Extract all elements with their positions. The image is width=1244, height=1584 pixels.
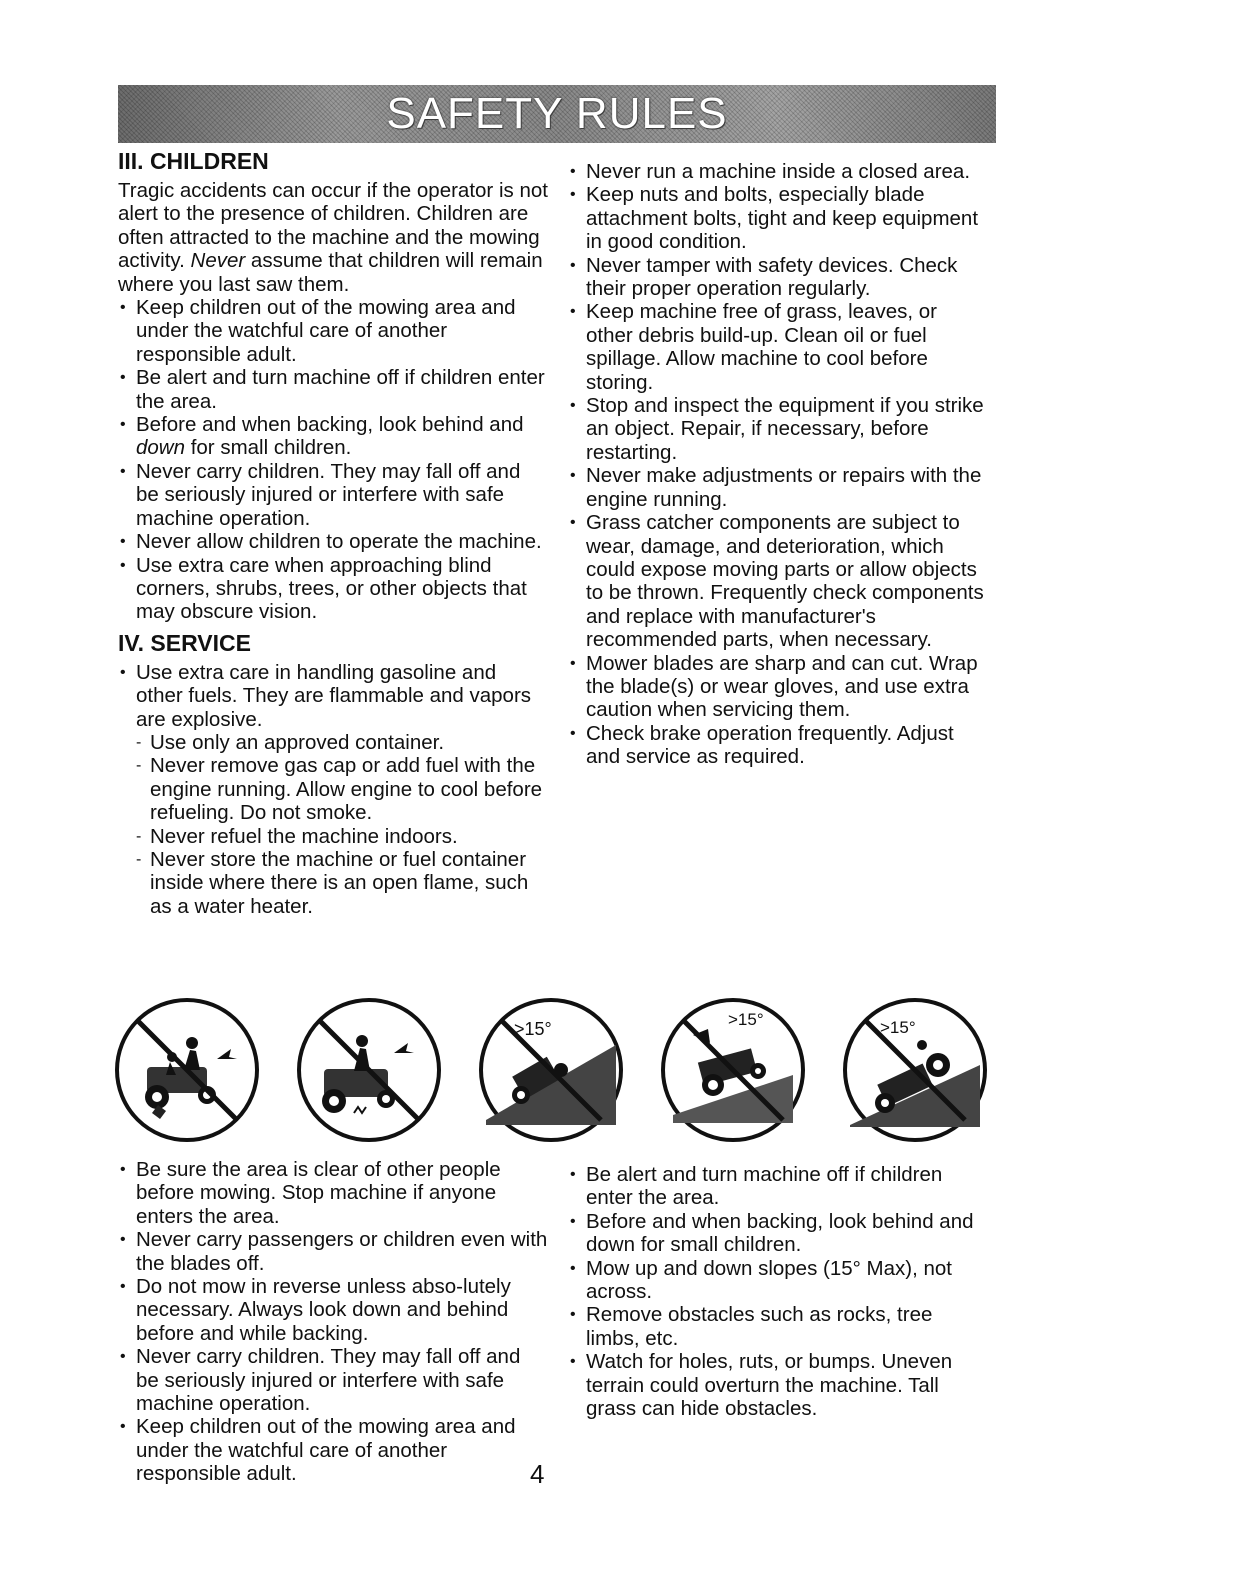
children-intro: Tragic accidents can occur if the operator is not alert to the presence of children. Children are often attracted to the machine and the mowing activity. Never assume that children will remain where you last saw them. [118, 179, 548, 296]
service-heading: IV. SERVICE [118, 629, 251, 656]
slope-label: >15° [728, 1010, 764, 1029]
slope-rules-list [568, 1163, 988, 1420]
list-item: • Grass catcher components are subject to wear, damage, and deterioration, which could expose moving parts or allow objects to be thrown. Frequently check components and replace with manufacturer's recommended parts, when necessary. [568, 511, 988, 651]
list-item: • Stop and inspect the equipment if you strike an object. Repair, if necessary, before restarting. [568, 394, 988, 464]
list-item: • Never carry children. They may fall off and be seriously injured or interfere with safe machine operation. [118, 1345, 548, 1415]
list-item: • Never run a machine inside a closed area. [568, 160, 988, 183]
list-item: • Keep children out of the mowing area and under the watchful care of another responsible adult. [118, 296, 548, 366]
sub-list-item: - Never remove gas cap or add fuel with the engine running. Allow engine to cool before refueling. Do not smoke. [136, 754, 548, 824]
page-title: SAFETY RULES [386, 89, 728, 138]
service-continued-column [568, 160, 988, 769]
list-item: • Be alert and turn machine off if children enter the area. [568, 1163, 988, 1210]
list-item: • Be alert and turn machine off if children enter the area. [118, 366, 548, 413]
list-item: • Use extra care when approaching blind corners, shrubs, trees, or other objects that may obscure vision. [118, 554, 548, 624]
list-item: • Keep children out of the mowing area and under the watchful care of another responsible adult. [118, 1415, 548, 1485]
bottom-right-column [568, 1163, 988, 1420]
list-item: • Remove obstacles such as rocks, tree limbs, etc. [568, 1303, 988, 1350]
list-item: • Mow up and down slopes (15° Max), not across. [568, 1257, 988, 1304]
sub-list-item: - Never store the machine or fuel container inside where there is an open flame, such as a water heater. [136, 848, 548, 918]
fuel-sub-list [136, 731, 548, 918]
list-item: • Check brake operation frequently. Adjust and service as required. [568, 722, 988, 769]
list-item: • Never allow children to operate the machine. [118, 530, 548, 553]
no-steep-slope-icon [476, 995, 626, 1145]
no-tip-over-slope-icon [840, 995, 990, 1145]
sub-list-item: - Never refuel the machine indoors. [136, 825, 548, 848]
children-heading: III. CHILDREN [118, 148, 269, 174]
list-item: • Do not mow in reverse unless abso-lutely necessary. Always look down and behind before and while backing. [118, 1275, 548, 1345]
mowing-rules-list [118, 1158, 548, 1486]
no-slope-backing-icon [658, 995, 808, 1145]
list-item: • Never carry children. They may fall off and be seriously injured or interfere with safe machine operation. [118, 460, 548, 530]
list-item: • Use extra care in handling gasoline and other fuels. They are flammable and vapors are explosive. - Use only an approved container. - Never remove gas cap or add fuel with the engine running. Allow engine to cool before refueling. Do not smoke. - Never refuel the machine indoors. - Never store the machine or fuel container inside where there is an open flame, such as a water heater. [118, 661, 548, 918]
no-bystanders-mowing-icon [294, 995, 444, 1145]
list-item: • Keep machine free of grass, leaves, or other debris build-up. Clean oil or fuel spillage. Allow machine to cool before storing. [568, 300, 988, 394]
list-item: • Before and when backing, look behind and down for small children. [568, 1210, 988, 1257]
safety-pictograms [112, 995, 992, 1145]
list-item: • Mower blades are sharp and can cut. Wrap the blade(s) or wear gloves, and use extra caution when servicing them. [568, 652, 988, 722]
children-rules-list [118, 296, 548, 624]
slope-label: >15° [514, 1019, 552, 1039]
no-children-near-mower-icon [112, 995, 262, 1145]
list-item: • Watch for holes, ruts, or bumps. Uneven terrain could overturn the machine. Tall grass can hide obstacles. [568, 1350, 988, 1420]
bottom-left-column [118, 1158, 548, 1486]
list-item: • Be sure the area is clear of other people before mowing. Stop machine if anyone enters the area. [118, 1158, 548, 1228]
page-number: 4 [530, 1459, 545, 1489]
service-rules-list-continued [568, 160, 988, 769]
slope-label: >15° [880, 1018, 916, 1037]
sub-list-item: - Use only an approved container. [136, 731, 548, 754]
list-item: • Never carry passengers or children even with the blades off. [118, 1228, 548, 1275]
list-item: • Keep nuts and bolts, especially blade attachment bolts, tight and keep equipment in good condition. [568, 183, 988, 253]
list-item: • Never tamper with safety devices. Check their proper operation regularly. [568, 254, 988, 301]
safety-rules-banner [118, 85, 996, 143]
children-service-column [118, 148, 548, 918]
list-item: • Before and when backing, look behind and down for small children. [118, 413, 548, 460]
service-rules-list [118, 661, 548, 918]
list-item: • Never make adjustments or repairs with the engine running. [568, 464, 988, 511]
